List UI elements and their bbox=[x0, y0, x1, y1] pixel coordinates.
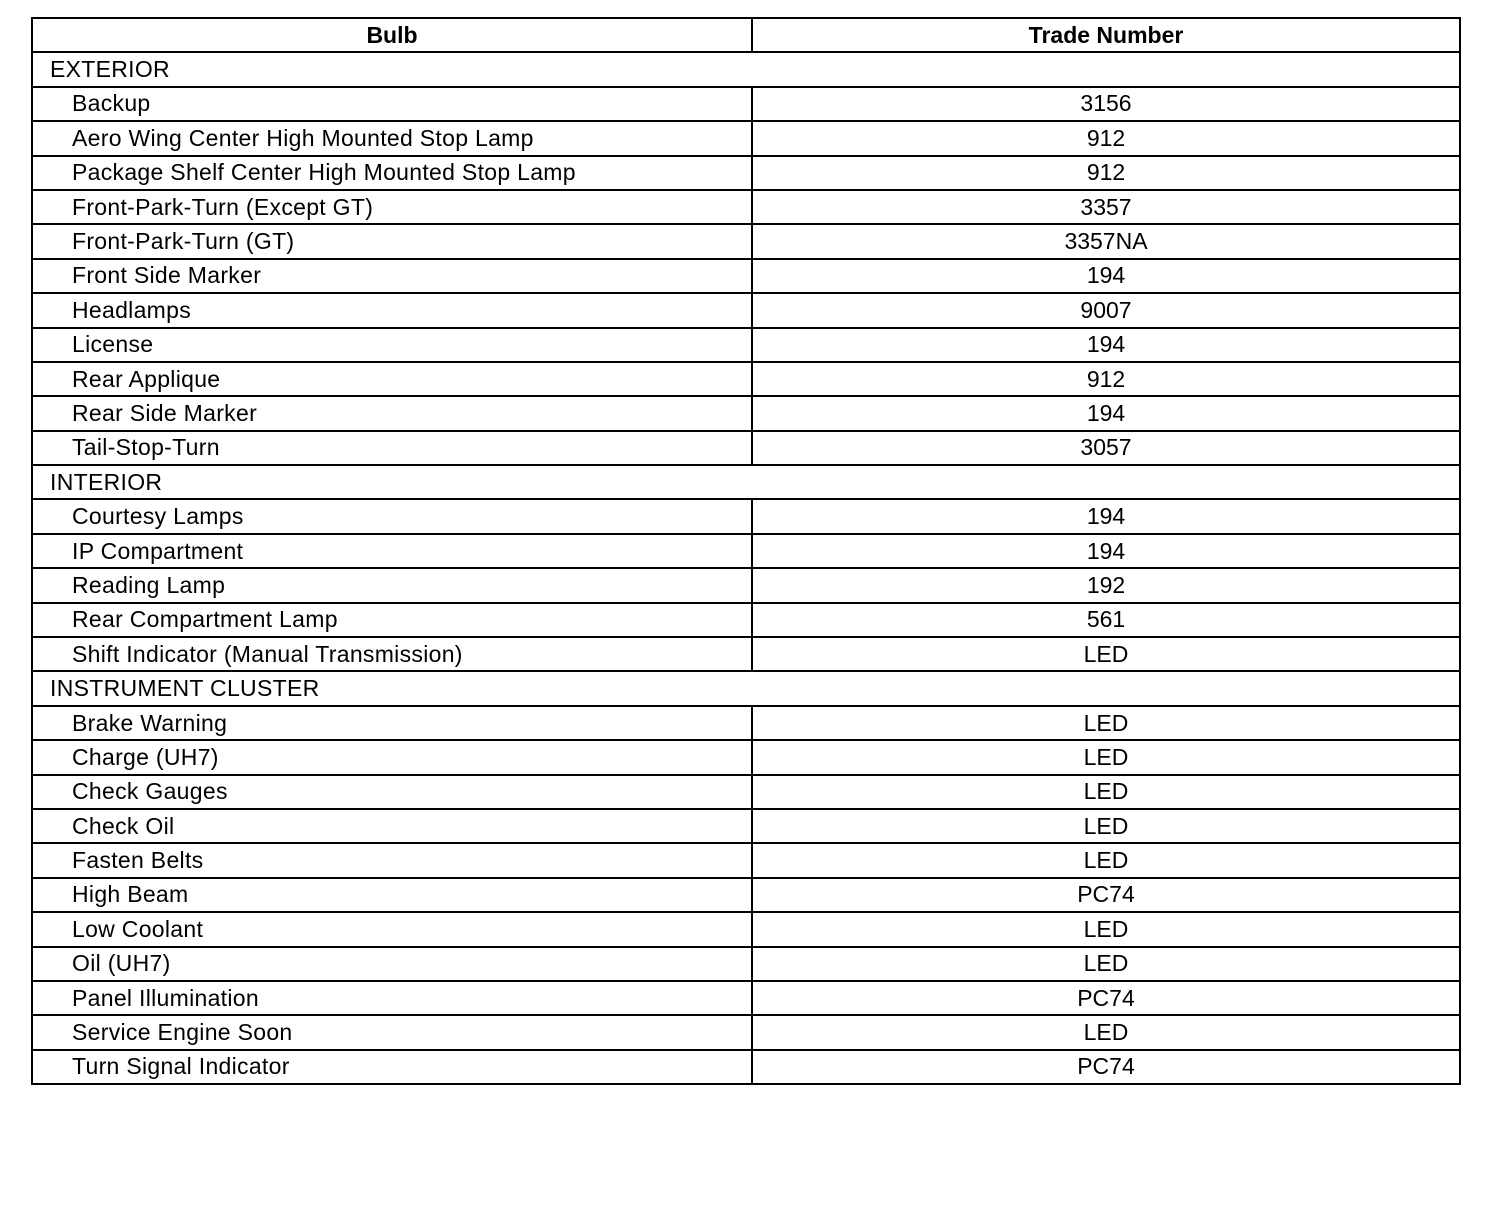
trade-number-cell: 192 bbox=[752, 568, 1460, 602]
table-row bbox=[32, 878, 1460, 912]
bulb-name-cell: Headlamps bbox=[32, 293, 752, 327]
trade-number-cell: 3057 bbox=[752, 431, 1460, 465]
section-row bbox=[32, 52, 1460, 86]
trade-number-cell: 9007 bbox=[752, 293, 1460, 327]
table-row bbox=[32, 431, 1460, 465]
table-row bbox=[32, 603, 1460, 637]
section-title: INSTRUMENT CLUSTER bbox=[32, 671, 1460, 705]
table-row bbox=[32, 224, 1460, 258]
trade-number-cell: 912 bbox=[752, 156, 1460, 190]
table-row bbox=[32, 362, 1460, 396]
bulb-name-cell: Courtesy Lamps bbox=[32, 499, 752, 533]
table-row bbox=[32, 568, 1460, 602]
bulb-name-cell: Charge (UH7) bbox=[32, 740, 752, 774]
trade-number-cell: LED bbox=[752, 809, 1460, 843]
table-row bbox=[32, 843, 1460, 877]
trade-number-cell: PC74 bbox=[752, 981, 1460, 1015]
bulb-name-cell: High Beam bbox=[32, 878, 752, 912]
trade-number-cell: LED bbox=[752, 1015, 1460, 1049]
bulb-table bbox=[31, 17, 1461, 1085]
trade-number-cell: 3156 bbox=[752, 87, 1460, 121]
table-row bbox=[32, 534, 1460, 568]
trade-number-cell: 912 bbox=[752, 121, 1460, 155]
bulb-name-cell: Fasten Belts bbox=[32, 843, 752, 877]
bulb-name-cell: Tail-Stop-Turn bbox=[32, 431, 752, 465]
table-row bbox=[32, 121, 1460, 155]
table-row bbox=[32, 259, 1460, 293]
table-header bbox=[32, 18, 1460, 52]
bulb-name-cell: Reading Lamp bbox=[32, 568, 752, 602]
trade-number-cell: LED bbox=[752, 775, 1460, 809]
table-row bbox=[32, 706, 1460, 740]
bulb-name-cell: Shift Indicator (Manual Transmission) bbox=[32, 637, 752, 671]
bulb-name-cell: Oil (UH7) bbox=[32, 947, 752, 981]
bulb-name-cell: Front-Park-Turn (Except GT) bbox=[32, 190, 752, 224]
bulb-name-cell: Rear Side Marker bbox=[32, 396, 752, 430]
trade-number-cell: 3357NA bbox=[752, 224, 1460, 258]
table-row bbox=[32, 809, 1460, 843]
table-row bbox=[32, 328, 1460, 362]
trade-number-cell: LED bbox=[752, 706, 1460, 740]
trade-number-cell: 912 bbox=[752, 362, 1460, 396]
trade-number-cell: 194 bbox=[752, 259, 1460, 293]
table-row bbox=[32, 396, 1460, 430]
trade-number-cell: PC74 bbox=[752, 878, 1460, 912]
table-row bbox=[32, 156, 1460, 190]
trade-number-cell: LED bbox=[752, 912, 1460, 946]
trade-number-cell: 194 bbox=[752, 499, 1460, 533]
trade-number-cell: 194 bbox=[752, 328, 1460, 362]
trade-number-cell: LED bbox=[752, 947, 1460, 981]
header-row bbox=[32, 18, 1460, 52]
trade-number-column-header: Trade Number bbox=[752, 18, 1460, 52]
trade-number-cell: LED bbox=[752, 740, 1460, 774]
trade-number-cell: 3357 bbox=[752, 190, 1460, 224]
bulb-name-cell: Check Gauges bbox=[32, 775, 752, 809]
table-row bbox=[32, 637, 1460, 671]
table-row bbox=[32, 947, 1460, 981]
bulb-name-cell: Front Side Marker bbox=[32, 259, 752, 293]
bulb-name-cell: Brake Warning bbox=[32, 706, 752, 740]
section-title: INTERIOR bbox=[32, 465, 1460, 499]
table-row bbox=[32, 1050, 1460, 1084]
bulb-column-header: Bulb bbox=[32, 18, 752, 52]
table-row bbox=[32, 499, 1460, 533]
bulb-name-cell: Package Shelf Center High Mounted Stop Lamp bbox=[32, 156, 752, 190]
bulb-name-cell: Aero Wing Center High Mounted Stop Lamp bbox=[32, 121, 752, 155]
table-row bbox=[32, 87, 1460, 121]
table-row bbox=[32, 775, 1460, 809]
bulb-name-cell: Turn Signal Indicator bbox=[32, 1050, 752, 1084]
section-row bbox=[32, 671, 1460, 705]
trade-number-cell: LED bbox=[752, 637, 1460, 671]
bulb-name-cell: Front-Park-Turn (GT) bbox=[32, 224, 752, 258]
bulb-name-cell: Service Engine Soon bbox=[32, 1015, 752, 1049]
section-title: EXTERIOR bbox=[32, 52, 1460, 86]
bulb-name-cell: Panel Illumination bbox=[32, 981, 752, 1015]
bulb-name-cell: Backup bbox=[32, 87, 752, 121]
table-body bbox=[32, 52, 1460, 1084]
table-row bbox=[32, 1015, 1460, 1049]
section-row bbox=[32, 465, 1460, 499]
bulb-name-cell: Low Coolant bbox=[32, 912, 752, 946]
trade-number-cell: PC74 bbox=[752, 1050, 1460, 1084]
bulb-name-cell: Check Oil bbox=[32, 809, 752, 843]
bulb-name-cell: Rear Compartment Lamp bbox=[32, 603, 752, 637]
bulb-name-cell: License bbox=[32, 328, 752, 362]
bulb-name-cell: Rear Applique bbox=[32, 362, 752, 396]
trade-number-cell: LED bbox=[752, 843, 1460, 877]
table-row bbox=[32, 740, 1460, 774]
bulb-name-cell: IP Compartment bbox=[32, 534, 752, 568]
trade-number-cell: 194 bbox=[752, 396, 1460, 430]
trade-number-cell: 194 bbox=[752, 534, 1460, 568]
table-row bbox=[32, 981, 1460, 1015]
table-row bbox=[32, 912, 1460, 946]
table-row bbox=[32, 293, 1460, 327]
trade-number-cell: 561 bbox=[752, 603, 1460, 637]
table-row bbox=[32, 190, 1460, 224]
